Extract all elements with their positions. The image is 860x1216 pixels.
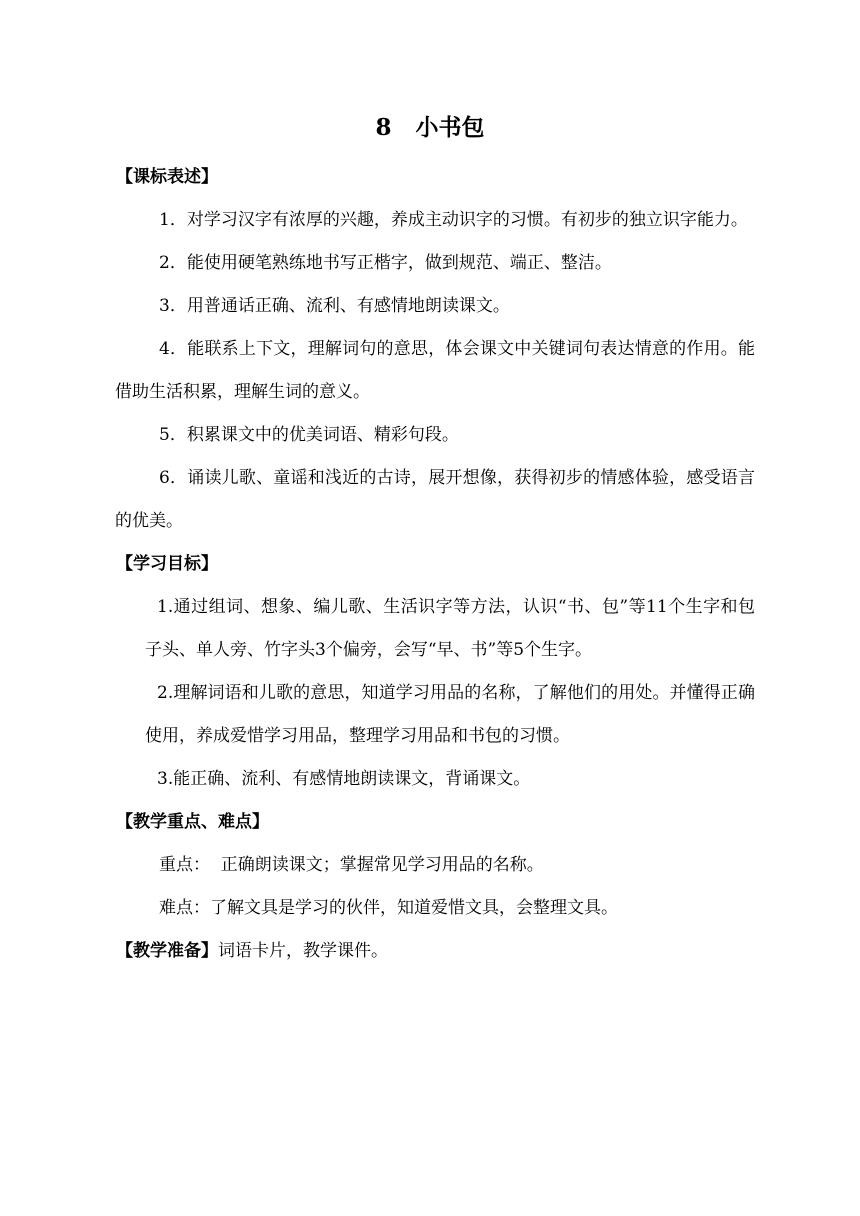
preparation-text: 词语卡片，教学课件。 bbox=[218, 941, 388, 961]
curriculum-item: 1．对学习汉字有浓厚的兴趣，养成主动识字的习惯。有初步的独立识字能力。 bbox=[159, 210, 748, 230]
section-heading-curriculum: 【课标表述】 bbox=[116, 167, 218, 187]
goal-item: 2.理解词语和儿歌的意思，知道学习用品的名称，了解他们的用处。并懂得正确使用，养成爱惜学习用品，整理学习用品和书包的习惯。 bbox=[145, 683, 755, 746]
section-heading-preparation: 【教学准备】 bbox=[116, 941, 218, 961]
section-heading-goals: 【学习目标】 bbox=[116, 554, 218, 574]
focus-point: 重点： 正确朗读课文；掌握常见学习用品的名称。 bbox=[159, 855, 544, 875]
goal-item: 1.通过组词、想象、编儿歌、生活识字等方法，认识“书、包”等11个生字和包子头、单人旁、竹字头3个偏旁，会写“早、书”等5个生字。 bbox=[145, 597, 755, 660]
difficulty-point: 难点：了解文具是学习的伙伴，知道爱惜文具，会整理文具。 bbox=[159, 898, 618, 918]
preparation-line bbox=[115, 930, 755, 973]
curriculum-item: 4．能联系上下文，理解词句的意思，体会课文中关键词句表达情意的作用。能借助生活积累，理解生词的意义。 bbox=[115, 339, 755, 402]
section-heading-key-points: 【教学重点、难点】 bbox=[116, 812, 269, 832]
lesson-title: 8 小书包 bbox=[375, 114, 485, 141]
curriculum-item: 2．能使用硬笔熟练地书写正楷字，做到规范、端正、整洁。 bbox=[159, 253, 612, 273]
document-body bbox=[115, 156, 755, 973]
goal-item: 3.能正确、流利、有感情地朗读课文，背诵课文。 bbox=[157, 769, 531, 789]
curriculum-item: 5．积累课文中的优美词语、精彩句段。 bbox=[159, 425, 459, 445]
curriculum-item: 3．用普通话正确、流利、有感情地朗读课文。 bbox=[159, 296, 510, 316]
curriculum-item: 6．诵读儿歌、童谣和浅近的古诗，展开想像，获得初步的情感体验，感受语言的优美。 bbox=[115, 468, 755, 531]
